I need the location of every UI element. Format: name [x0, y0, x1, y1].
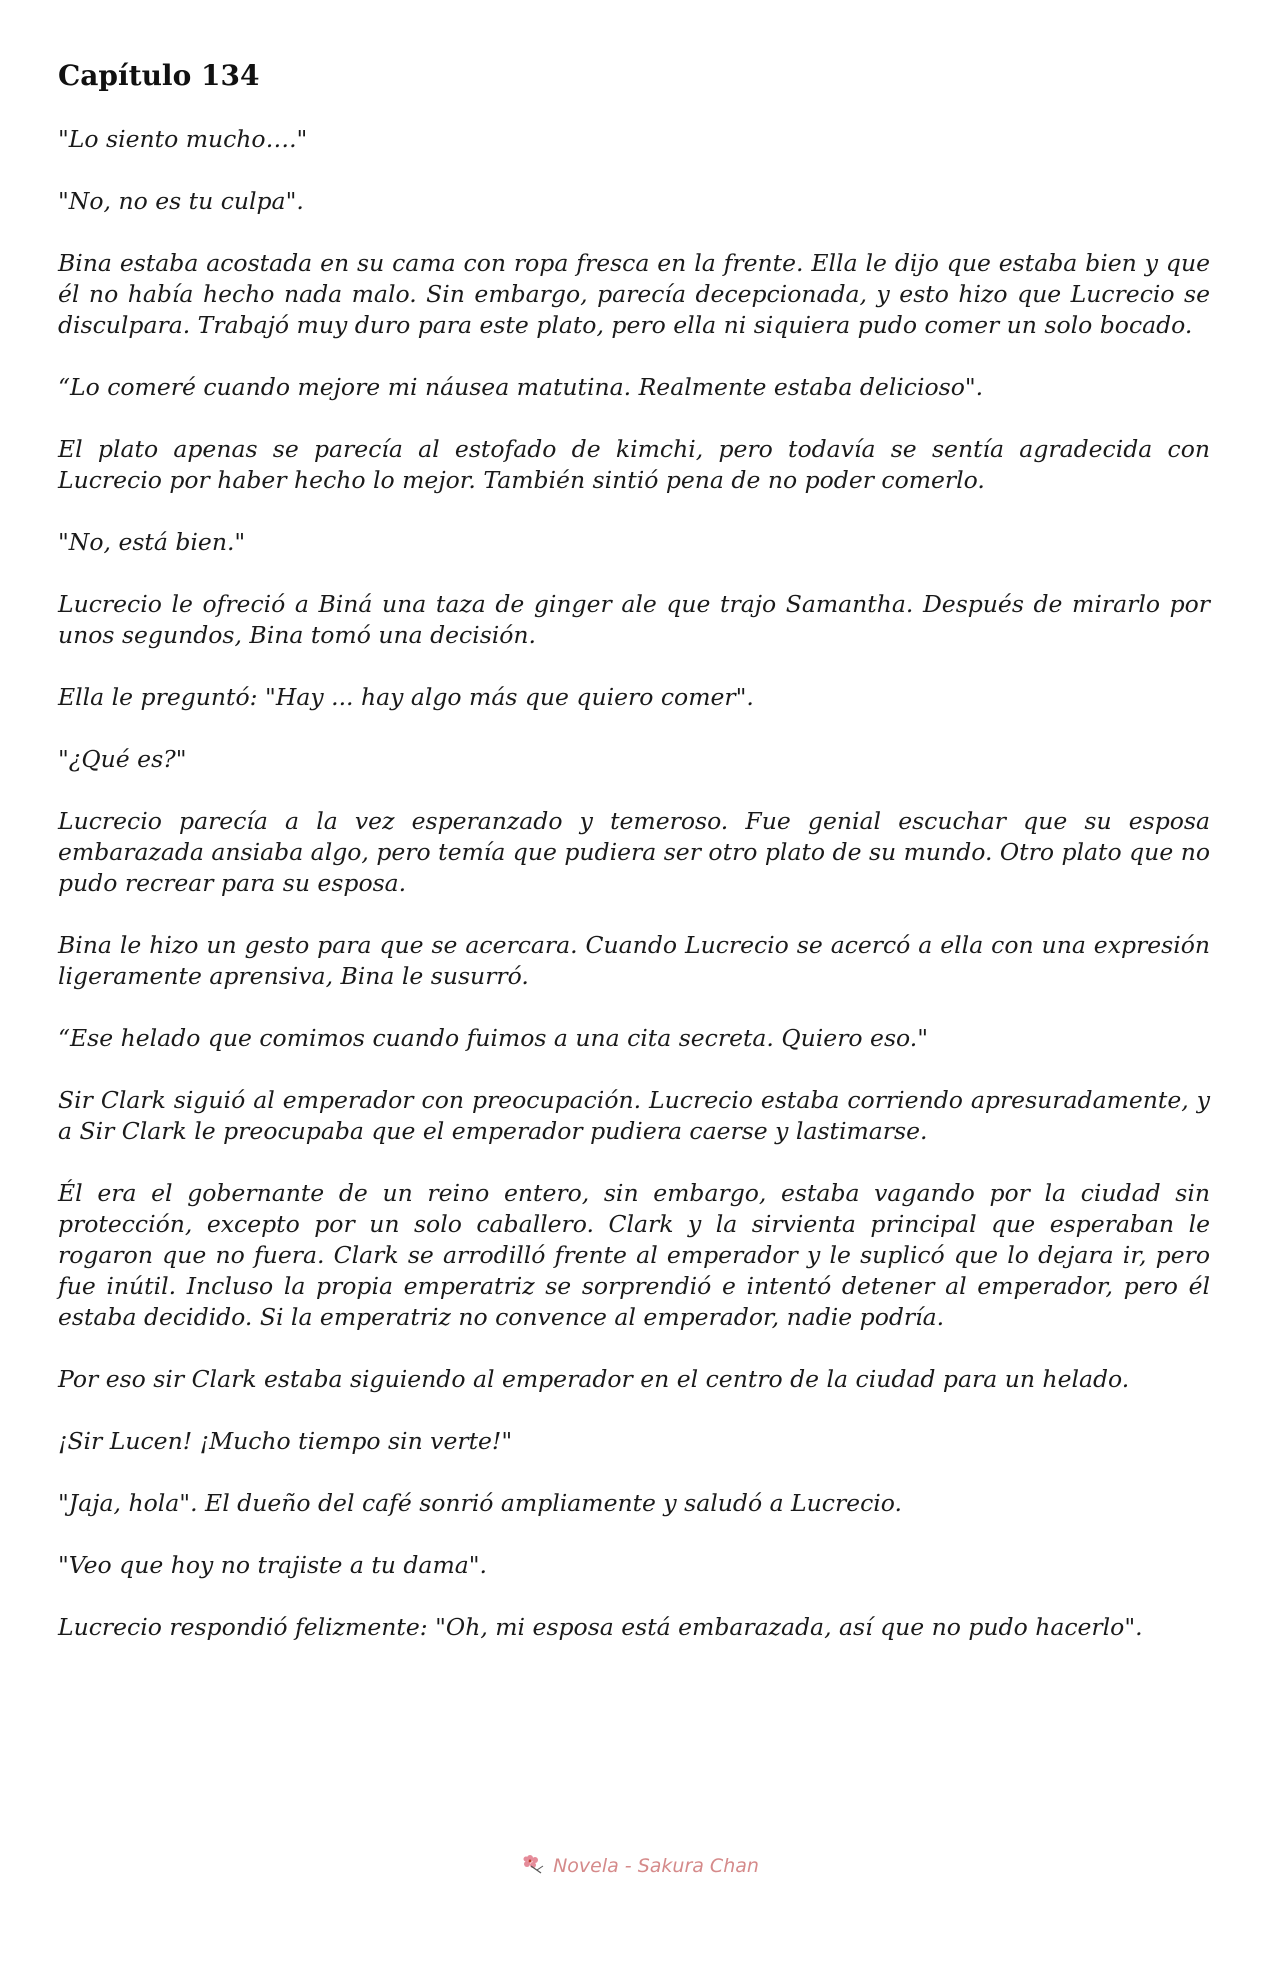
watermark-text: Novela - Sakura Chan: [553, 1855, 759, 1877]
paragraph: "Jaja, hola". El dueño del café sonrió ampliamente y saludó a Lucrecio.: [58, 1489, 902, 1517]
sakura-flower-icon: [521, 1853, 547, 1880]
chapter-title: Capítulo 134: [58, 59, 260, 92]
paragraph: Ella le preguntó: "Hay ... hay algo más que quiero comer".: [58, 683, 754, 711]
document-body: [58, 54, 1210, 1674]
paragraph: Lucrecio le ofreció a Biná una taza de ginger ale que trajo Samantha. Después de mirarlo por unos segundos, Bina tomó una decisión.: [58, 590, 1210, 649]
paragraph: Bina estaba acostada en su cama con ropa fresca en la frente. Ella le dijo que estaba bien y que él no había hecho nada malo. Sin embargo, parecía decepcionada, y esto hizo que Lucrecio se disculpara. Trabajó muy duro para este plato, pero ella ni siquiera pudo comer un solo bocado.: [58, 249, 1210, 339]
paragraph: Él era el gobernante de un reino entero, sin embargo, estaba vagando por la ciudad sin protección, excepto por un solo caballero. Clark y la sirvienta principal que esperaban le rogaron que no fuera. Clark se arrodilló frente al emperador y le suplicó que lo dejara ir, pero fue inútil. Incluso la propia emperatriz se sorprendió e intentó detener al emperador, pero él estaba decidido. Si la emperatriz no convence al emperador, nadie podría.: [58, 1179, 1210, 1331]
paragraph: Lucrecio parecía a la vez esperanzado y temeroso. Fue genial escuchar que su esposa embarazada ansiaba algo, pero temía que pudiera ser otro plato de su mundo. Otro plato que no pudo recrear para su esposa.: [58, 807, 1210, 897]
paragraph: Lucrecio respondió felizmente: "Oh, mi esposa está embarazada, así que no pudo hacerlo".: [58, 1613, 1143, 1641]
paragraph: "No, está bien.": [58, 528, 246, 556]
paragraph: "¿Qué es?": [58, 745, 187, 773]
paragraph: “Ese helado que comimos cuando fuimos a una cita secreta. Quiero eso.": [58, 1024, 929, 1052]
paragraph: ¡Sir Lucen! ¡Mucho tiempo sin verte!": [58, 1427, 513, 1455]
paragraph: "Lo siento mucho….": [58, 125, 308, 153]
paragraph: Sir Clark siguió al emperador con preocupación. Lucrecio estaba corriendo apresuradamente, y a Sir Clark le preocupaba que el emperador pudiera caerse y lastimarse.: [58, 1086, 1210, 1145]
paragraph: "Veo que hoy no trajiste a tu dama".: [58, 1551, 488, 1579]
watermark: [0, 1853, 1280, 1880]
paragraph: “Lo comeré cuando mejore mi náusea matutina. Realmente estaba delicioso".: [58, 373, 984, 401]
paragraph: Bina le hizo un gesto para que se acercara. Cuando Lucrecio se acercó a ella con una expresión ligeramente aprensiva, Bina le susurró.: [58, 931, 1210, 990]
paragraph: El plato apenas se parecía al estofado de kimchi, pero todavía se sentía agradecida con Lucrecio por haber hecho lo mejor. También sintió pena de no poder comerlo.: [58, 435, 1210, 494]
paragraph: "No, no es tu culpa".: [58, 187, 304, 215]
paragraph: Por eso sir Clark estaba siguiendo al emperador en el centro de la ciudad para un helado.: [58, 1365, 1130, 1393]
